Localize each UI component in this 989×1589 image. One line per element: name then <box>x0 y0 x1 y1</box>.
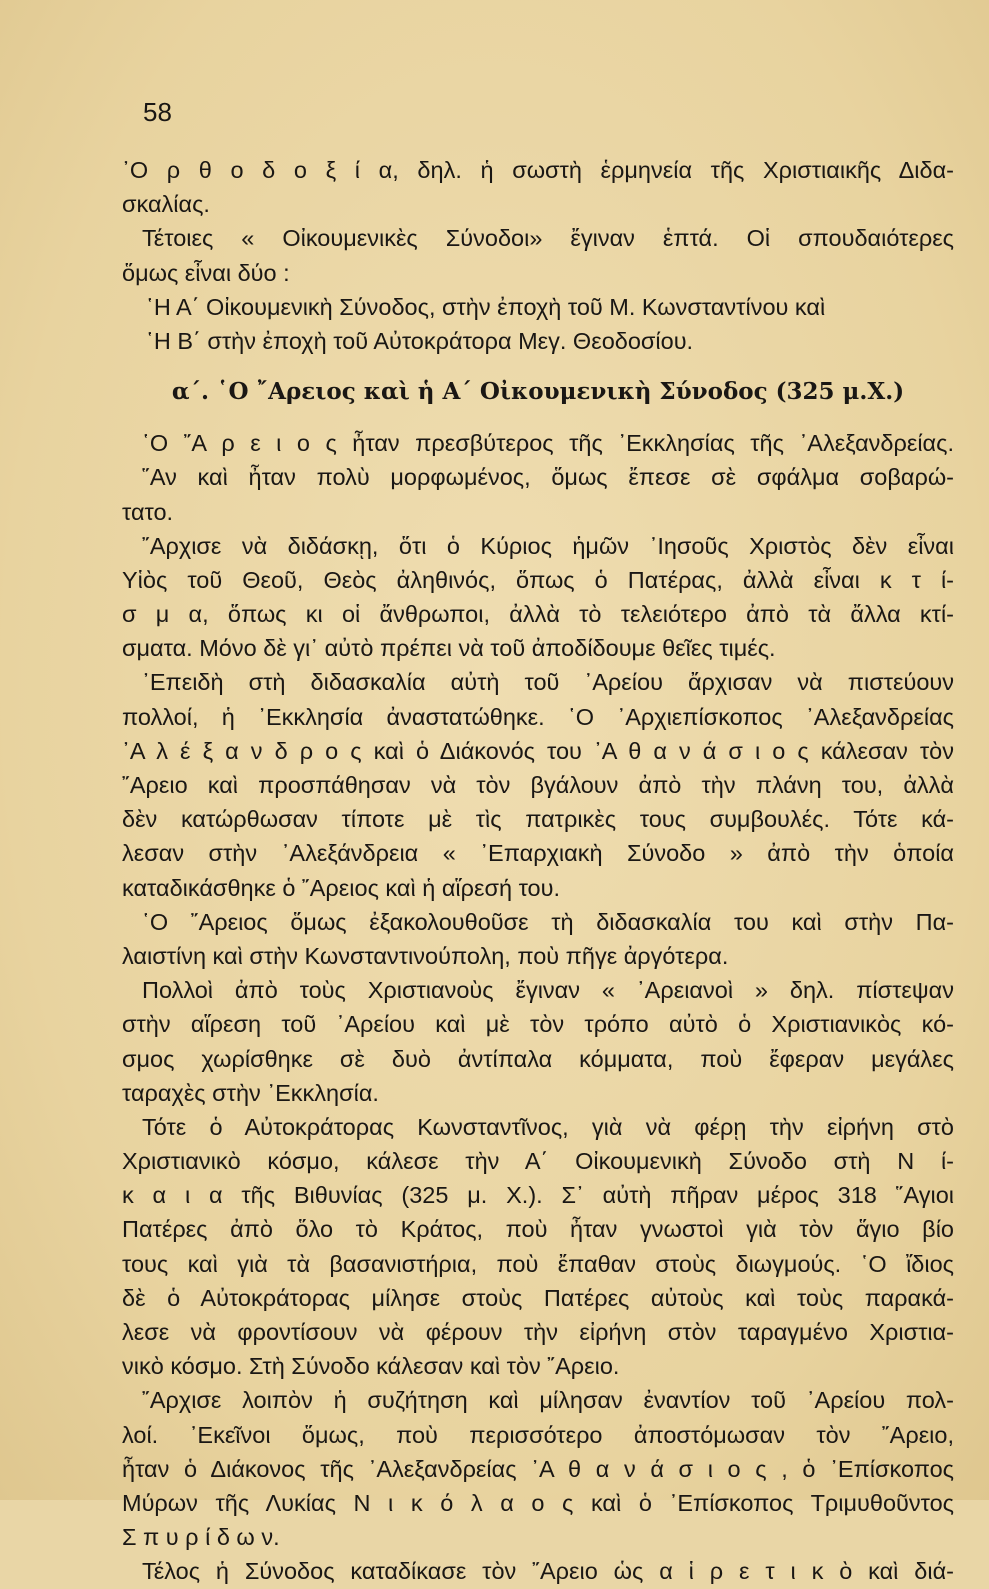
text-line: καταδικάσθηκε ὁ ῎Αρειος καὶ ἡ αἵρεσή του. <box>122 874 560 901</box>
text-line: ῎Αρχισε λοιπὸν ἡ συζήτηση καὶ μίλησαν ἐναντίον τοῦ ᾿Αρείου πολ- <box>142 1387 954 1414</box>
text-line: Σ π υ ρ ί δ ω ν. <box>122 1524 280 1551</box>
body-text <box>122 153 954 1589</box>
text-line: ῾Ο ῎Α ρ ε ι ο ς ἦταν πρεσβύτερος τῆς ᾿Εκκλησίας τῆς ᾿Αλεξανδρείας. <box>142 430 954 457</box>
text-line: ῾Η Α΄ Οἰκουμενικὴ Σύνοδος, στὴν ἐποχὴ τοῦ Μ. Κωνσταντίνου καὶ <box>146 293 826 320</box>
text-line: ῾Ο ῎Αρειος ὅμως ἐξακολουθοῦσε τὴ διδασκαλία του καὶ στὴν Πα- <box>142 908 954 935</box>
text-line: σ μ α, ὅπως κι οἱ ἄνθρωποι, ἀλλὰ τὸ τελειότερο ἀπὸ τὰ ἄλλα κτί- <box>122 601 954 628</box>
text-line: Τέλος ἡ Σύνοδος καταδίκασε τὸν ῎Αρειο ὡς α ἱ ρ ε τ ι κ ὸ καὶ διά- <box>142 1558 954 1585</box>
text-line: λοί. ᾿Εκεῖνοι ὅμως, ποὺ περισσότερο ἀποστόμωσαν τὸν ῎Αρειο, <box>122 1421 954 1448</box>
text-line: κ α ι α τῆς Βιθυνίας (325 μ. Χ.). Σ᾿ αὐτὴ πῆραν μέρος 318 ῞Αγιοι <box>122 1182 954 1209</box>
text-line: Τότε ὁ Αὐτοκράτορας Κωνσταντῖνος, γιὰ νὰ φέρῃ τὴν εἰρήνη στὸ <box>142 1113 954 1140</box>
text-line: νικὸ κόσμο. Στὴ Σύνοδο κάλεσαν καὶ τὸν ῎Αρειο. <box>122 1353 620 1380</box>
text-line: σμος χωρίσθηκε σὲ δυὸ ἀντίπαλα κόμματα, ποὺ ἔφεραν μεγάλες <box>122 1045 954 1072</box>
text-line: ὅμως εἶναι δύο : <box>122 259 290 286</box>
text-line: ἦταν ὁ Διάκονος τῆς ᾿Αλεξανδρείας ᾿Α θ α ν ά σ ι ο ς , ὁ ᾿Επίσκοπος <box>122 1455 954 1482</box>
text-line: δὲ ὁ Αὐτοκράτορας μίλησε στοὺς Πατέρες αὐτοὺς καὶ τοὺς παρακά- <box>122 1284 954 1311</box>
text-line: Τέτοιες « Οἰκουμενικὲς Σύνοδοι» ἔγιναν ἑπτά. Οἱ σπουδαιότερες <box>142 225 954 252</box>
text-line: Χριστιανικὸ κόσμο, κάλεσε τὴν Α΄ Οἰκουμενικὴ Σύνοδο στὴ Ν ί- <box>122 1148 954 1175</box>
text-line: Πολλοὶ ἀπὸ τοὺς Χριστιανοὺς ἔγιναν « ᾿Αρειανοὶ » δηλ. πίστεψαν <box>142 977 954 1004</box>
text-line: ῾Η Β΄ στὴν ἐποχὴ τοῦ Αὐτοκράτορα Μεγ. Θεοδοσίου. <box>146 327 694 354</box>
text-line: στὴν αἵρεση τοῦ ᾿Αρείου καὶ μὲ τὸν τρόπο αὐτὸ ὁ Χριστιανικὸς κό- <box>122 1011 954 1038</box>
text-line: Πατέρες ἀπὸ ὅλο τὸ Κράτος, ποὺ ἦταν γνωστοὶ γιὰ τὸν ἅγιο βίο <box>122 1216 954 1243</box>
text-line: λεσαν στὴν ᾿Αλεξάνδρεια « ᾿Επαρχιακὴ Σύνοδο » ἀπὸ τὴν ὁποία <box>122 840 954 867</box>
text-line: σκαλίας. <box>122 191 210 218</box>
text-line: ῎Αρχισε νὰ διδάσκῃ, ὅτι ὁ Κύριος ἡμῶν ᾿Ιησοῦς Χριστὸς δὲν εἶναι <box>142 532 954 559</box>
text-line: πολλοί, ἡ ᾿Εκκλησία ἀναστατώθηκε. ῾Ο ᾿Αρχιεπίσκοπος ᾿Αλεξανδρείας <box>122 703 954 730</box>
text-line: λεσε νὰ φροντίσουν νὰ φέρουν τὴν εἰρήνη στὸν ταραγμένο Χριστια- <box>122 1319 954 1345</box>
text-line: σματα. Μόνο δὲ γι᾿ αὐτὸ πρέπει νὰ τοῦ ἀποδίδουμε θεῖες τιμές. <box>122 635 776 662</box>
text-line: τατο. <box>122 498 174 525</box>
section-heading: α΄. ῾Ο ῎Αρειος καὶ ἡ Α΄ Οἰκουμενικὴ Σύνοδος (325 μ.Χ.) <box>171 378 905 406</box>
text-line: Μύρων τῆς Λυκίας Ν ι κ ό λ α ο ς καὶ ὁ ᾿Επίσκοπος Τριμυθοῦντος <box>122 1489 954 1516</box>
text-line: ᾿Α λ έ ξ α ν δ ρ ο ς καὶ ὁ Διάκονός του ᾿Α θ α ν ά σ ι ο ς κάλεσαν τὸν <box>122 737 954 764</box>
text-line: λαιστίνη καὶ στὴν Κωνσταντινούπολη, ποὺ πῆγε ἀργότερα. <box>122 942 729 969</box>
text-line: ᾿Επειδὴ στὴ διδασκαλία αὐτὴ τοῦ ᾿Αρείου ἄρχισαν νὰ πιστεύουν <box>142 669 954 696</box>
page-number: 58 <box>143 97 172 127</box>
text-line: Υἱὸς τοῦ Θεοῦ, Θεὸς ἀληθινός, ὅπως ὁ Πατέρας, ἀλλὰ εἶναι κ τ ί- <box>122 566 954 593</box>
text-line: ῎Αρειο καὶ προσπάθησαν νὰ τὸν βγάλουν ἀπὸ τὴν πλάνη του, ἀλλὰ <box>122 772 954 798</box>
text-line: ταραχὲς στὴν ᾿Εκκλησία. <box>122 1079 379 1106</box>
text-line: ᾿Ο ρ θ ο δ ο ξ ί α, δηλ. ἡ σωστὴ ἑρμηνεία τῆς Χριστιαικῆς Διδα- <box>122 157 954 183</box>
text-line: τους καὶ γιὰ τὰ βασανιστήρια, ποὺ ἔπαθαν στοὺς διωγμούς. ῾Ο ἴδιος <box>122 1250 954 1277</box>
text-line: ῞Αν καὶ ἦταν πολὺ μορφωμένος, ὅμως ἔπεσε σὲ σφάλμα σοβαρώ- <box>142 464 954 491</box>
text-line: δὲν κατώρθωσαν τίποτε μὲ τὶς πατρικὲς τους συμβουλές. Τότε κά- <box>122 806 954 833</box>
